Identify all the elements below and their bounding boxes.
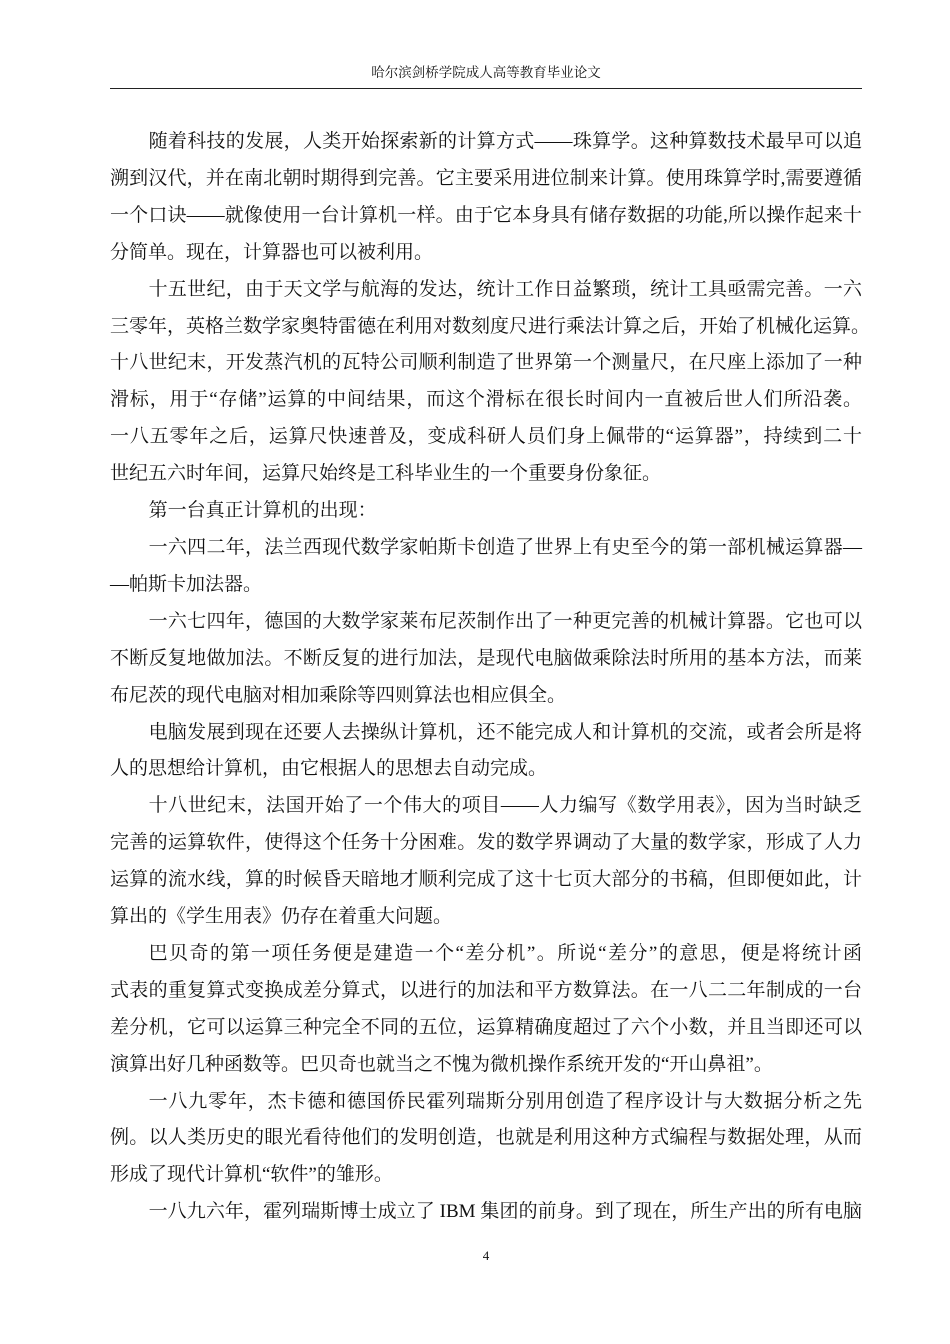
text-line: 随着科技的发展，人类开始探索新的计算方式——珠算学。这种算数技术最早可以追	[148, 131, 862, 152]
paragraph	[110, 936, 862, 1084]
paragraph	[110, 788, 862, 936]
paragraph	[110, 493, 862, 530]
paragraph	[110, 124, 862, 272]
text-line: 第一台真正计算机的出现：	[148, 500, 377, 522]
page-header: 哈尔滨剑桥学院成人高等教育毕业论文	[371, 65, 601, 80]
text-line: 算出的《学生用表》仍存在着重大问题。	[110, 906, 453, 928]
paragraph	[110, 604, 862, 715]
text-line: 溯到汉代，并在南北朝时期得到完善。它主要采用进位制来计算。使用珠算学时,需要遵循	[110, 167, 862, 189]
text-line: 十五世纪，由于天文学与航海的发达，统计工作日益繁琐，统计工具亟需完善。一六	[148, 278, 862, 300]
text-line: 完善的运算软件，使得这个任务十分困难。发的数学界调动了大量的数学家，形成了人力	[110, 832, 862, 854]
text-line: 世纪五六时年间，运算尺始终是工科毕业生的一个重要身份象征。	[110, 463, 662, 485]
paragraph	[110, 715, 862, 789]
text-line: 一个口诀——就像使用一台计算机一样。由于它本身具有储存数据的功能,所以操作起来十	[110, 204, 862, 226]
text-line: 十八世纪末，法国开始了一个伟大的项目——人力编写《数学用表》，因为当时缺乏	[148, 795, 862, 817]
text-line: 三零年，英格兰数学家奥特雷德在利用对数刻度尺进行乘法计算之后，开始了机械化运算。	[110, 315, 871, 337]
page-number: 4	[482, 1248, 490, 1263]
paragraph	[110, 1084, 862, 1195]
text-line: 电脑发展到现在还要人去操纵计算机，还不能完成人和计算机的交流，或者会所是将	[148, 721, 862, 743]
text-line: 一六四二年，法兰西现代数学家帕斯卡创造了世界上有史至今的第一部机械运算器—	[148, 536, 862, 558]
text-line: 滑标，用于“存储”运算的中间结果，而这个滑标在很长时间内一直被后世人们所沿袭。	[110, 389, 862, 411]
text-line: 一六七四年，德国的大数学家莱布尼茨制作出了一种更完善的机械计算器。它也可以	[148, 610, 862, 632]
text-line: 一八九六年，霍列瑞斯博士成立了 IBM 集团的前身。到了现在，所生产出的所有电脑	[148, 1201, 862, 1223]
text-line: 运算的流水线，算的时候昏天暗地才顺利完成了这十七页大部分的书稿，但即便如此，计	[110, 869, 862, 891]
text-line: 演算出好几种函数等。巴贝奇也就当之不愧为微机操作系统开发的“开山鼻祖”。	[110, 1053, 773, 1075]
text-line: 分简单。现在，计算器也可以被利用。	[110, 241, 434, 263]
document-body	[110, 124, 871, 1231]
text-line: 一八五零年之后，运算尺快速普及，变成科研人员们身上佩带的“运算器”，持续到二十	[110, 426, 862, 448]
text-line: 人的思想给计算机，由它根据人的思想去自动完成。	[110, 758, 548, 780]
paragraph	[110, 1194, 862, 1231]
text-line: 巴贝奇的第一项任务便是建造一个“差分机”。所说“差分”的意思，便是将统计函	[148, 942, 862, 964]
text-line: 形成了现代计算机“软件”的雏形。	[110, 1164, 393, 1186]
text-line: 布尼茨的现代电脑对相加乘除等四则算法也相应俱全。	[110, 684, 567, 706]
text-line: —帕斯卡加法器。	[110, 573, 263, 595]
paragraph	[110, 272, 871, 493]
header-rule	[110, 88, 862, 89]
text-line: 一八九零年，杰卡德和德国侨民霍列瑞斯分别用创造了程序设计与大数据分析之先	[148, 1090, 862, 1112]
paragraph	[110, 530, 862, 604]
text-line: 十八世纪末，开发蒸汽机的瓦特公司顺利制造了世界第一个测量尺，在尺座上添加了一种	[110, 352, 862, 374]
text-line: 例。以人类历史的眼光看待他们的发明创造，也就是利用这种方式编程与数据处理，从而	[110, 1127, 862, 1149]
text-line: 式表的重复算式变换成差分算式，以进行的加法和平方数算法。在一八二二年制成的一台	[110, 979, 862, 1001]
text-line: 不断反复地做加法。不断反复的进行加法，是现代电脑做乘除法时所用的基本方法，而莱	[110, 647, 862, 669]
text-line: 差分机，它可以运算三种完全不同的五位，运算精确度超过了六个小数，并且当即还可以	[110, 1016, 862, 1038]
